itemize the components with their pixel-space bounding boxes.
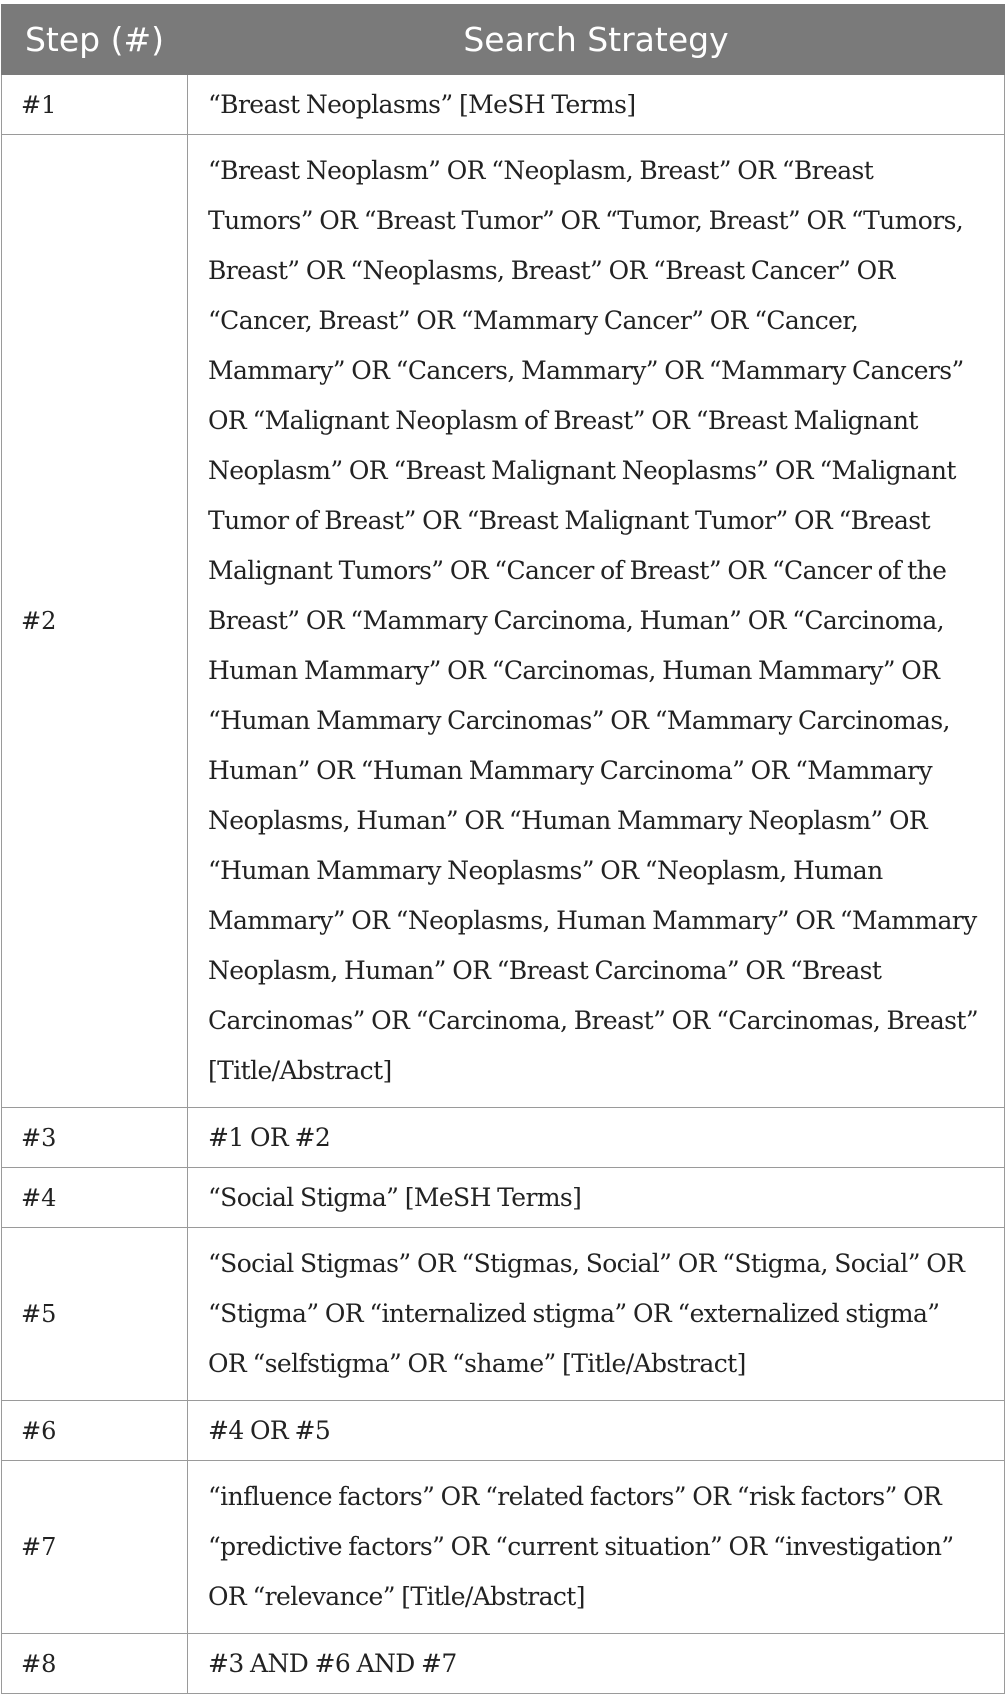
table-row: [2, 1108, 1005, 1168]
table-row: [2, 75, 1005, 135]
table-row: [2, 1461, 1005, 1634]
table-row: [2, 1228, 1005, 1401]
step-cell: #4: [2, 1168, 188, 1228]
step-cell: #5: [2, 1228, 188, 1401]
strategy-cell: “Breast Neoplasms” [MeSH Terms]: [188, 75, 1005, 135]
header-search-strategy: Search Strategy: [188, 5, 1005, 75]
table-row: [2, 1401, 1005, 1461]
step-cell: #3: [2, 1108, 188, 1168]
search-strategy-table: [1, 4, 1005, 1694]
step-cell: #2: [2, 135, 188, 1108]
strategy-cell: “Breast Neoplasm” OR “Neoplasm, Breast” OR “Breast Tumors” OR “Breast Tumor” OR “Tumor, Breast” OR “Tumors, Breast” OR “Neoplasms, Breast” OR “Breast Cancer” OR “Cancer, Breast” OR “Mammary Cancer” OR “Cancer, Mammary” OR “Cancers, Mammary” OR “Mammary Cancers” OR “Malignant Neoplasm of Breast” OR “Breast Malignant Neoplasm” OR “Breast Malignant Neoplasms” OR “Malignant Tumor of Breast” OR “Breast Malignant Tumor” OR “Breast Malignant Tumors” OR “Cancer of Breast” OR “Cancer of the Breast” OR “Mammary Carcinoma, Human” OR “Carcinoma, Human Mammary” OR “Carcinomas, Human Mammary” OR “Human Mammary Carcinomas” OR “Mammary Carcinomas, Human” OR “Human Mammary Carcinoma” OR “Mammary Neoplasms, Human” OR “Human Mammary Neoplasm” OR “Human Mammary Neoplasms” OR “Neoplasm, Human Mammary” OR “Neoplasms, Human Mammary” OR “Mammary Neoplasm, Human” OR “Breast Carcinoma” OR “Breast Carcinomas” OR “Carcinoma, Breast” OR “Carcinomas, Breast” [Title/Abstract]: [188, 135, 1005, 1108]
strategy-cell: “influence factors” OR “related factors” OR “risk factors” OR “predictive factors” OR “current situation” OR “investigation” OR “relevance” [Title/Abstract]: [188, 1461, 1005, 1634]
table-row: [2, 135, 1005, 1108]
step-cell: #7: [2, 1461, 188, 1634]
step-cell: #8: [2, 1634, 188, 1694]
step-cell: #6: [2, 1401, 188, 1461]
strategy-cell: #4 OR #5: [188, 1401, 1005, 1461]
strategy-cell: “Social Stigma” [MeSH Terms]: [188, 1168, 1005, 1228]
table-row: [2, 1168, 1005, 1228]
strategy-cell: #3 AND #6 AND #7: [188, 1634, 1005, 1694]
table-header-row: [2, 5, 1005, 75]
strategy-cell: “Social Stigmas” OR “Stigmas, Social” OR “Stigma, Social” OR “Stigma” OR “internalized stigma” OR “externalized stigma” OR “selfstigma” OR “shame” [Title/Abstract]: [188, 1228, 1005, 1401]
step-cell: #1: [2, 75, 188, 135]
header-step: Step (#): [2, 5, 188, 75]
strategy-cell: #1 OR #2: [188, 1108, 1005, 1168]
table-row: [2, 1634, 1005, 1694]
